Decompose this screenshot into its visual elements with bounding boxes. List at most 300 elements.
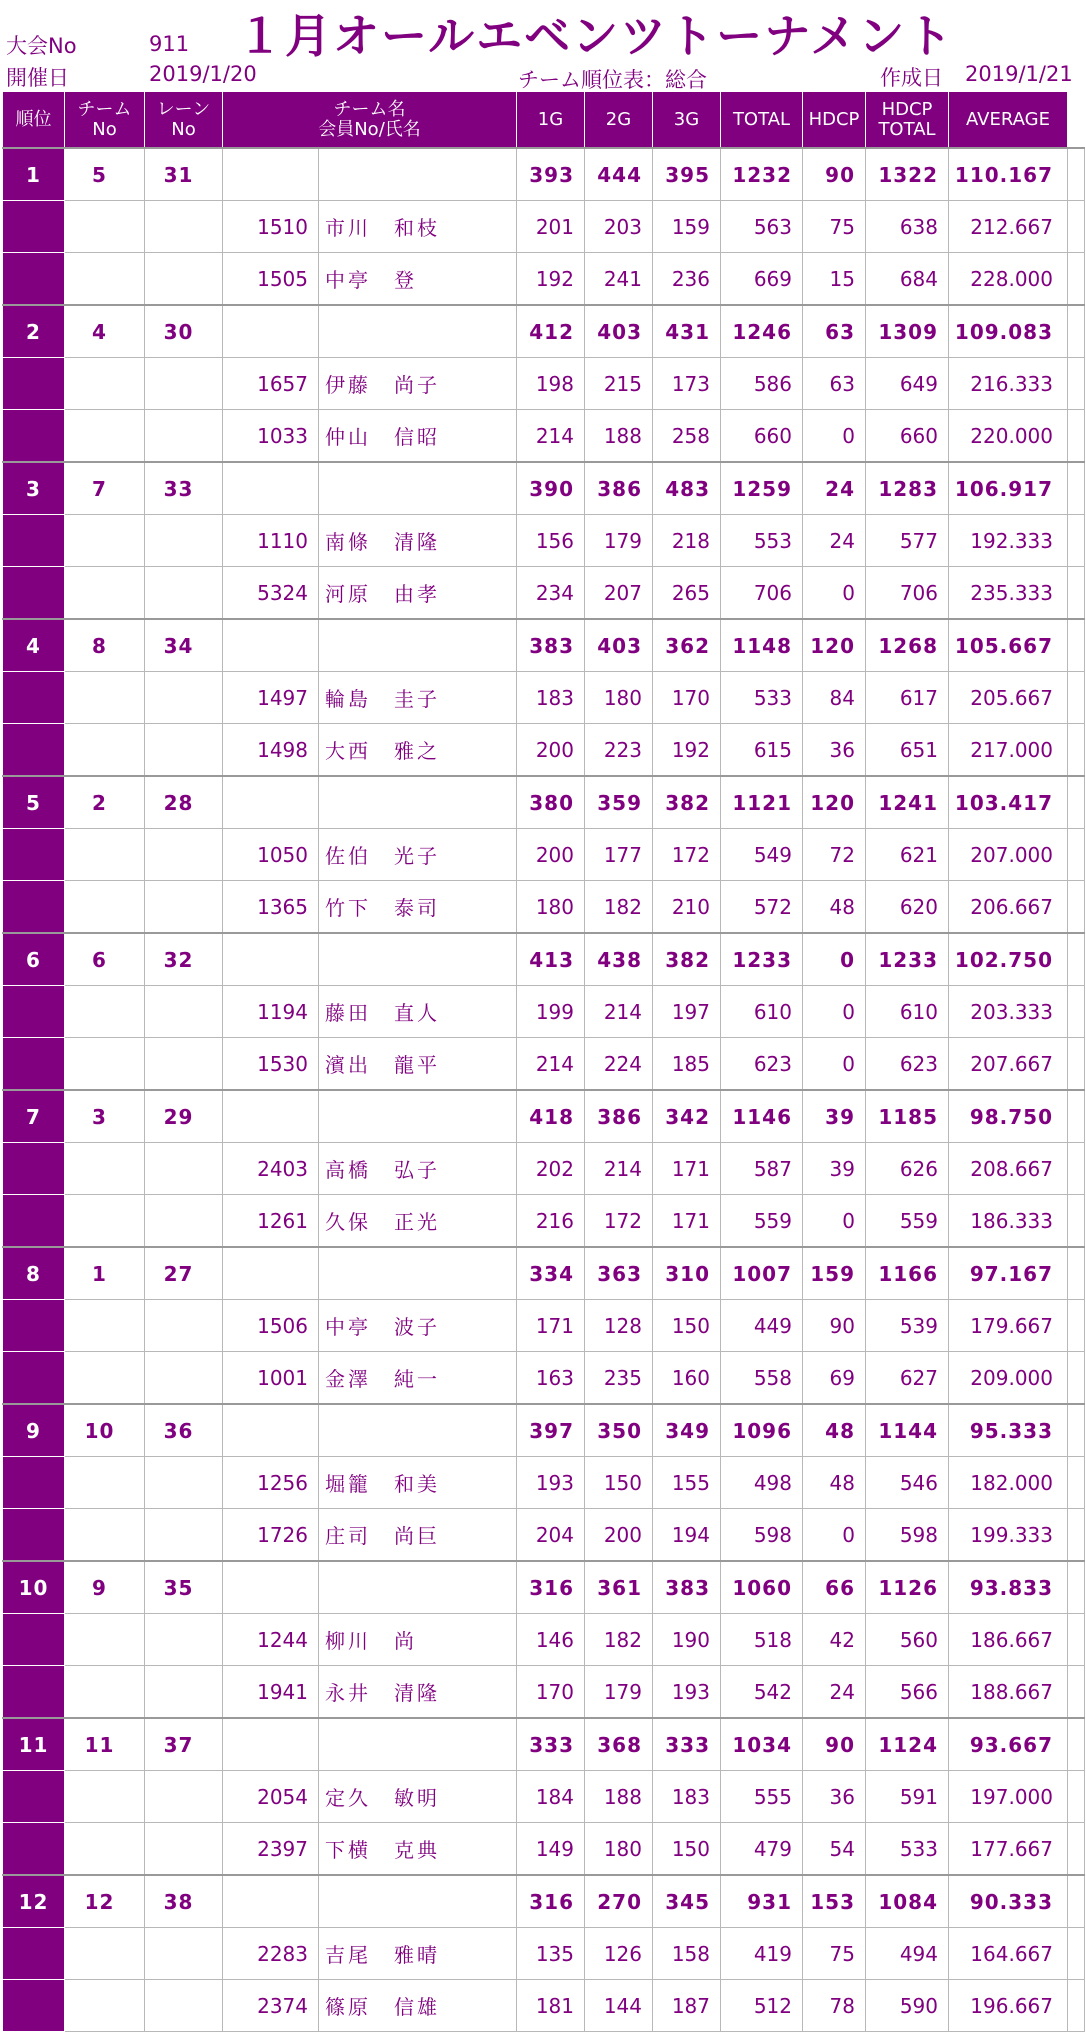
average-cell: 203.333 [949,986,1068,1038]
rank-cell: 7 [3,1090,65,1143]
game2-cell: 180 [585,1823,653,1876]
col-team-no-line2: No [92,118,117,140]
rank-cell: 6 [3,933,65,986]
rank-cell: 8 [3,1247,65,1300]
hdcp-cell: 54 [803,1823,866,1876]
game2-cell: 214 [585,986,653,1038]
member-row [3,1143,1085,1195]
team-no-cell [65,1300,145,1352]
game2-cell: 235 [585,1352,653,1405]
member-name-cell [319,1718,517,1771]
hdcp-cell: 69 [803,1352,866,1405]
average-cell: 98.750 [949,1090,1068,1143]
rank-cell: 1 [3,148,65,201]
spacer-cell [1068,829,1085,881]
member-no-cell: 1726 [223,1509,319,1562]
spacer-cell [1068,1718,1085,1771]
member-name-cell: 佐伯 光子 [319,829,517,881]
game3-cell: 333 [653,1718,721,1771]
member-no-cell [223,933,319,986]
game1-cell: 418 [517,1090,585,1143]
average-cell: 182.000 [949,1457,1068,1509]
team-no-cell: 2 [65,776,145,829]
game3-cell: 310 [653,1247,721,1300]
spacer-cell [1068,1247,1085,1300]
member-no-cell: 1530 [223,1038,319,1091]
game3-cell: 265 [653,567,721,620]
total-cell: 1259 [721,462,803,515]
member-name-cell: 中亭 波子 [319,1300,517,1352]
team-no-cell [65,986,145,1038]
game2-cell: 203 [585,201,653,253]
team-no-cell [65,1352,145,1405]
member-no-cell [223,1718,319,1771]
game1-cell: 149 [517,1823,585,1876]
hdcp-total-cell: 627 [866,1352,949,1405]
game1-cell: 413 [517,933,585,986]
team-row [3,933,1085,986]
team-no-cell [65,201,145,253]
member-name-cell [319,1247,517,1300]
member-no-cell [223,1561,319,1614]
team-row [3,1247,1085,1300]
page-title: １月オールエベンツトーナメント [237,9,955,63]
hdcp-cell: 0 [803,1509,866,1562]
total-cell: 931 [721,1875,803,1928]
game3-cell: 382 [653,933,721,986]
col-3g: 3G [653,92,721,149]
member-row [3,201,1085,253]
rank-cell [3,410,65,463]
member-no-cell: 1256 [223,1457,319,1509]
lane-no-cell [145,201,223,253]
team-no-cell [65,1457,145,1509]
spacer-cell [1068,986,1085,1038]
member-row [3,986,1085,1038]
member-row [3,1457,1085,1509]
member-row [3,1300,1085,1352]
member-name-cell: 永井 清隆 [319,1666,517,1719]
team-row [3,1090,1085,1143]
team-no-cell: 6 [65,933,145,986]
rank-cell [3,986,65,1038]
average-cell: 95.333 [949,1404,1068,1457]
member-row [3,358,1085,410]
team-no-cell [65,724,145,777]
hdcp-cell: 0 [803,567,866,620]
hdcp-total-cell: 598 [866,1509,949,1562]
lane-no-cell: 35 [145,1561,223,1614]
col-average: AVERAGE [949,92,1068,149]
average-cell: 207.000 [949,829,1068,881]
lane-no-cell [145,1038,223,1091]
col-team-no [65,92,145,149]
spacer-cell [1068,253,1085,306]
team-row [3,1875,1085,1928]
member-name-cell: 下横 克典 [319,1823,517,1876]
spacer-cell [1068,1823,1085,1876]
team-no-cell: 7 [65,462,145,515]
member-name-cell: 柳川 尚 [319,1614,517,1666]
game2-cell: 386 [585,462,653,515]
hdcp-total-cell: 660 [866,410,949,463]
total-cell: 623 [721,1038,803,1091]
table-body [3,148,1085,2032]
average-cell: 216.333 [949,358,1068,410]
col-name-line1: チーム名 [333,98,406,120]
game1-cell: 202 [517,1143,585,1195]
total-cell: 598 [721,1509,803,1562]
game3-cell: 171 [653,1195,721,1248]
member-no-cell [223,776,319,829]
game1-cell: 333 [517,1718,585,1771]
team-no-cell [65,829,145,881]
game3-cell: 185 [653,1038,721,1091]
game3-cell: 382 [653,776,721,829]
standings-table [2,91,1085,2032]
member-row [3,1614,1085,1666]
game3-cell: 190 [653,1614,721,1666]
total-cell: 1233 [721,933,803,986]
game3-cell: 258 [653,410,721,463]
total-cell: 555 [721,1771,803,1823]
spacer-cell [1068,1666,1085,1719]
lane-no-cell: 30 [145,305,223,358]
member-name-cell: 吉尾 雅晴 [319,1928,517,1980]
rank-cell: 10 [3,1561,65,1614]
game2-cell: 188 [585,1771,653,1823]
game1-cell: 380 [517,776,585,829]
team-no-cell [65,1980,145,2032]
member-row [3,1509,1085,1562]
rank-cell [3,829,65,881]
team-row [3,619,1085,672]
hdcp-cell: 90 [803,1718,866,1771]
hdcp-cell: 24 [803,1666,866,1719]
spacer-cell [1068,1980,1085,2032]
game2-cell: 128 [585,1300,653,1352]
game1-cell: 214 [517,410,585,463]
member-no-cell: 1497 [223,672,319,724]
game1-cell: 163 [517,1352,585,1405]
lane-no-cell [145,986,223,1038]
created-label: 作成日 [880,66,943,90]
game3-cell: 172 [653,829,721,881]
member-row [3,567,1085,620]
hdcp-cell: 63 [803,358,866,410]
hdcp-cell: 39 [803,1090,866,1143]
total-cell: 669 [721,253,803,306]
lane-no-cell [145,1823,223,1876]
hdcp-total-cell: 1124 [866,1718,949,1771]
total-cell: 549 [721,829,803,881]
game2-cell: 403 [585,619,653,672]
member-no-cell [223,305,319,358]
game1-cell: 180 [517,881,585,934]
rank-cell [3,1614,65,1666]
game2-cell: 144 [585,1980,653,2032]
rank-cell: 4 [3,619,65,672]
lane-no-cell [145,1143,223,1195]
lane-no-cell: 32 [145,933,223,986]
rank-cell: 11 [3,1718,65,1771]
hdcp-cell: 0 [803,410,866,463]
hdcp-cell: 159 [803,1247,866,1300]
game3-cell: 383 [653,1561,721,1614]
member-name-cell: 中亭 登 [319,253,517,306]
spacer-cell [1068,1352,1085,1405]
team-row [3,1718,1085,1771]
header-row [3,92,1085,149]
hdcp-cell: 48 [803,1404,866,1457]
hdcp-total-cell: 1283 [866,462,949,515]
member-no-cell [223,1875,319,1928]
hdcp-total-cell: 1166 [866,1247,949,1300]
hdcp-total-cell: 626 [866,1143,949,1195]
hdcp-total-cell: 617 [866,672,949,724]
game2-cell: 179 [585,515,653,567]
game1-cell: 316 [517,1875,585,1928]
lane-no-cell [145,567,223,620]
member-no-cell: 2283 [223,1928,319,1980]
total-cell: 1096 [721,1404,803,1457]
team-no-cell [65,1509,145,1562]
member-no-cell: 1244 [223,1614,319,1666]
member-no-cell [223,1404,319,1457]
team-no-cell [65,1928,145,1980]
member-row [3,1823,1085,1876]
member-name-cell: 河原 由孝 [319,567,517,620]
member-name-cell: 庄司 尚巨 [319,1509,517,1562]
rank-cell [3,201,65,253]
team-no-cell: 1 [65,1247,145,1300]
hdcp-total-cell: 577 [866,515,949,567]
member-no-cell: 5324 [223,567,319,620]
lane-no-cell [145,1352,223,1405]
team-no-cell [65,1771,145,1823]
game1-cell: 200 [517,724,585,777]
hdcp-total-cell: 1233 [866,933,949,986]
average-cell: 207.667 [949,1038,1068,1091]
total-cell: 586 [721,358,803,410]
team-row [3,148,1085,201]
average-cell: 235.333 [949,567,1068,620]
total-cell: 449 [721,1300,803,1352]
member-name-cell: 久保 正光 [319,1195,517,1248]
game3-cell: 342 [653,1090,721,1143]
spacer-cell [1068,567,1085,620]
member-no-cell [223,1090,319,1143]
game3-cell: 395 [653,148,721,201]
member-no-cell: 1033 [223,410,319,463]
rank-cell [3,1666,65,1719]
col-lane-no-line1: レーン [156,98,211,120]
member-name-cell: 輪島 圭子 [319,672,517,724]
spacer-cell [1068,724,1085,777]
member-no-cell: 1110 [223,515,319,567]
average-cell: 186.667 [949,1614,1068,1666]
team-no-cell [65,1614,145,1666]
lane-no-cell [145,1666,223,1719]
rank-cell [3,1928,65,1980]
rank-cell [3,1509,65,1562]
member-row [3,1352,1085,1405]
rank-cell [3,1980,65,2032]
spacer-cell [1068,1875,1085,1928]
lane-no-cell [145,829,223,881]
member-name-cell: 藤田 直人 [319,986,517,1038]
lane-no-cell: 37 [145,1718,223,1771]
game2-cell: 172 [585,1195,653,1248]
game1-cell: 334 [517,1247,585,1300]
member-name-cell [319,776,517,829]
member-no-cell: 1505 [223,253,319,306]
game2-cell: 223 [585,724,653,777]
team-no-cell: 8 [65,619,145,672]
hdcp-cell: 48 [803,881,866,934]
col-team-no-line1: チーム [77,98,132,120]
hdcp-cell: 0 [803,1038,866,1091]
rank-cell [3,1352,65,1405]
game3-cell: 160 [653,1352,721,1405]
game2-cell: 182 [585,1614,653,1666]
member-row [3,410,1085,463]
spacer-cell [1068,1300,1085,1352]
game1-cell: 184 [517,1771,585,1823]
team-no-cell [65,1143,145,1195]
team-no-cell [65,567,145,620]
game1-cell: 181 [517,1980,585,2032]
average-cell: 212.667 [949,201,1068,253]
average-cell: 196.667 [949,1980,1068,2032]
member-row [3,672,1085,724]
hdcp-cell: 36 [803,1771,866,1823]
member-name-cell [319,619,517,672]
col-name [223,92,517,149]
game1-cell: 316 [517,1561,585,1614]
rank-cell [3,1143,65,1195]
game1-cell: 156 [517,515,585,567]
hdcp-total-cell: 638 [866,201,949,253]
lane-no-cell: 36 [145,1404,223,1457]
average-cell: 102.750 [949,933,1068,986]
rank-cell: 5 [3,776,65,829]
team-no-cell [65,1195,145,1248]
spacer-cell [1068,1509,1085,1562]
total-cell: 518 [721,1614,803,1666]
game1-cell: 183 [517,672,585,724]
col-spacer [1068,92,1085,149]
average-cell: 206.667 [949,881,1068,934]
member-name-cell: 仲山 信昭 [319,410,517,463]
team-no-cell [65,672,145,724]
hdcp-total-cell: 591 [866,1771,949,1823]
rank-cell [3,567,65,620]
total-cell: 587 [721,1143,803,1195]
average-cell: 97.167 [949,1247,1068,1300]
team-no-cell: 4 [65,305,145,358]
member-no-cell: 1050 [223,829,319,881]
hdcp-cell: 24 [803,462,866,515]
member-name-cell: 市川 和枝 [319,201,517,253]
game3-cell: 183 [653,1771,721,1823]
rank-cell: 12 [3,1875,65,1928]
game1-cell: 390 [517,462,585,515]
hdcp-total-cell: 651 [866,724,949,777]
lane-no-cell [145,672,223,724]
average-cell: 220.000 [949,410,1068,463]
total-cell: 1121 [721,776,803,829]
game1-cell: 214 [517,1038,585,1091]
team-no-cell: 3 [65,1090,145,1143]
game3-cell: 197 [653,986,721,1038]
game3-cell: 431 [653,305,721,358]
lane-no-cell: 28 [145,776,223,829]
rank-cell [3,1823,65,1876]
hdcp-total-cell: 1241 [866,776,949,829]
average-cell: 205.667 [949,672,1068,724]
spacer-cell [1068,1195,1085,1248]
spacer-cell [1068,881,1085,934]
member-no-cell: 1261 [223,1195,319,1248]
member-name-cell [319,1875,517,1928]
hdcp-total-cell: 706 [866,567,949,620]
hdcp-cell: 90 [803,1300,866,1352]
game2-cell: 403 [585,305,653,358]
col-1g: 1G [517,92,585,149]
spacer-cell [1068,1928,1085,1980]
rank-cell: 3 [3,462,65,515]
lane-no-cell [145,410,223,463]
member-row [3,829,1085,881]
lane-no-cell [145,1457,223,1509]
game2-cell: 126 [585,1928,653,1980]
total-cell: 706 [721,567,803,620]
hdcp-total-cell: 649 [866,358,949,410]
rank-cell [3,515,65,567]
game2-cell: 270 [585,1875,653,1928]
member-name-cell [319,1404,517,1457]
team-no-cell: 9 [65,1561,145,1614]
hdcp-cell: 0 [803,1195,866,1248]
hdcp-total-cell: 1126 [866,1561,949,1614]
team-no-cell: 11 [65,1718,145,1771]
rank-cell [3,1195,65,1248]
hdcp-total-cell: 1084 [866,1875,949,1928]
col-lane-no-line2: No [171,118,196,140]
member-row [3,253,1085,306]
date-label: 開催日 [6,66,69,90]
member-row [3,724,1085,777]
total-cell: 572 [721,881,803,934]
rank-cell [3,1300,65,1352]
lane-no-cell [145,1928,223,1980]
hdcp-cell: 72 [803,829,866,881]
hdcp-total-cell: 539 [866,1300,949,1352]
hdcp-cell: 66 [803,1561,866,1614]
rank-cell [3,724,65,777]
col-hdcp-total [866,92,949,149]
member-row [3,1928,1085,1980]
game2-cell: 359 [585,776,653,829]
table-type-label: チーム順位表：総合 [518,68,707,92]
member-name-cell: 伊藤 尚子 [319,358,517,410]
game1-cell: 393 [517,148,585,201]
hdcp-total-cell: 559 [866,1195,949,1248]
member-name-cell [319,1090,517,1143]
member-row [3,1666,1085,1719]
hdcp-cell: 153 [803,1875,866,1928]
